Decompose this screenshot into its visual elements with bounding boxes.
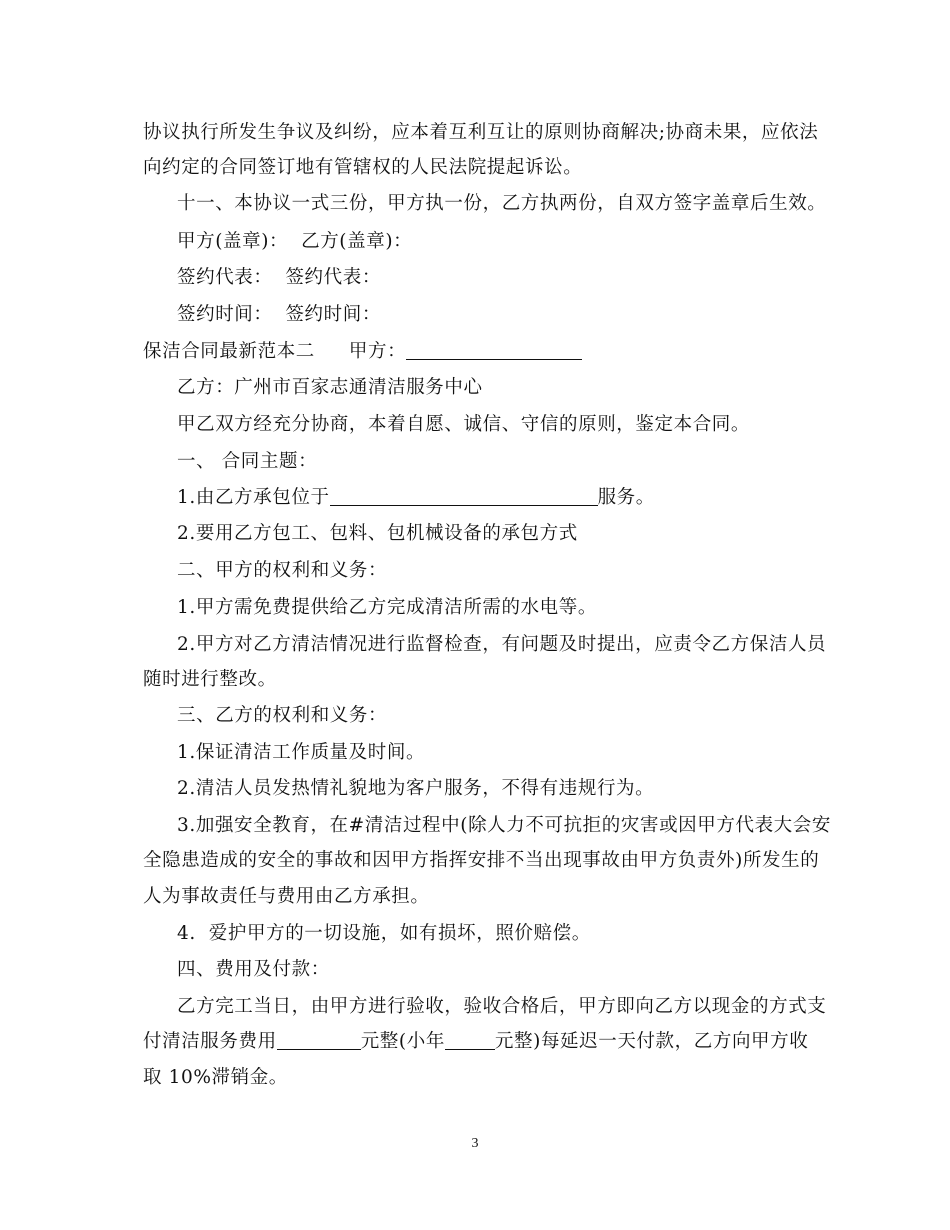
item-2-1: 1.甲方需免费提供给乙方完成清洁所需的水电等。 — [177, 597, 597, 618]
item-3-1: 1.保证清洁工作质量及时间。 — [177, 742, 426, 763]
item-3-3: 3.加强安全教育，在#清洁过程中(除人力不可抗拒的灾害或因甲方代表大会安 — [177, 815, 831, 836]
contract-title-line — [143, 340, 582, 364]
party-a-blank — [406, 341, 582, 360]
item-text: 元整)每延迟一天付款，乙方向甲方收 — [494, 1031, 809, 1052]
text-line: 随时进行整改。 — [143, 669, 277, 690]
item-3-2: 2.清洁人员发热情礼貌地为客户服务，不得有违规行为。 — [177, 778, 655, 799]
signature-date-line: 签约时间： 签约时间： — [177, 304, 381, 325]
text-line: 甲乙双方经充分协商，本着自愿、诚信、守信的原则，鉴定本合同。 — [177, 414, 751, 435]
clause-11: 十一、本协议一式三份，甲方执一份，乙方执两份，自双方签字盖章后生效。 — [177, 193, 827, 214]
item-2-2: 2.甲方对乙方清洁情况进行监督检查，有问题及时提出，应责令乙方保洁人员 — [177, 634, 827, 655]
location-blank — [330, 487, 598, 506]
amount-small-blank — [445, 1031, 495, 1050]
item-1-2: 2.要用乙方包工、包料、包机械设备的承包方式 — [177, 523, 578, 544]
payment-text: 乙方完工当日，由甲方进行验收，验收合格后，甲方即向乙方以现金的方式支 — [177, 996, 827, 1017]
text-line: 向约定的合同签订地有管辖权的人民法院提起诉讼。 — [143, 157, 583, 178]
section-heading-3: 三、乙方的权利和义务： — [177, 705, 388, 726]
item-text: 服务。 — [597, 487, 655, 508]
item-3-4: 4. 爱护甲方的一切设施，如有损坏，照价赔偿。 — [177, 923, 591, 944]
party-a-label: 甲方： — [348, 341, 407, 362]
amount-blank — [277, 1031, 361, 1050]
text-line: 全隐患造成的安全的事故和因甲方指挥安排不当出现事故由甲方负责外)所发生的 — [143, 850, 820, 871]
section-heading-4: 四、费用及付款： — [177, 959, 330, 980]
text-line: 人为事故责任与费用由乙方承担。 — [143, 886, 430, 907]
party-b-line: 乙方：广州市百家志通清洁服务中心 — [177, 377, 483, 398]
signature-representative-line: 签约代表： 签约代表： — [177, 267, 381, 288]
item-text: 元整(小年 — [360, 1031, 445, 1052]
item-1-1 — [177, 486, 655, 510]
page-number: 3 — [471, 1136, 479, 1151]
payment-amount-line — [143, 1030, 808, 1054]
contract-title: 保洁合同最新范本二 — [143, 341, 315, 362]
text-line: 协议执行所发生争议及纠纷，应本着互利互让的原则协商解决;协商未果，应依法 — [143, 122, 819, 143]
text-line: 取 10%滞销金。 — [143, 1067, 288, 1088]
item-text: 1.由乙方承包位于 — [177, 487, 330, 508]
item-text: 付清洁服务费用 — [143, 1031, 277, 1052]
section-heading-2: 二、甲方的权利和义务： — [177, 560, 388, 581]
section-heading-1: 一、 合同主题： — [177, 451, 318, 472]
signature-seal-line: 甲方(盖章)： 乙方(盖章)： — [177, 231, 413, 252]
